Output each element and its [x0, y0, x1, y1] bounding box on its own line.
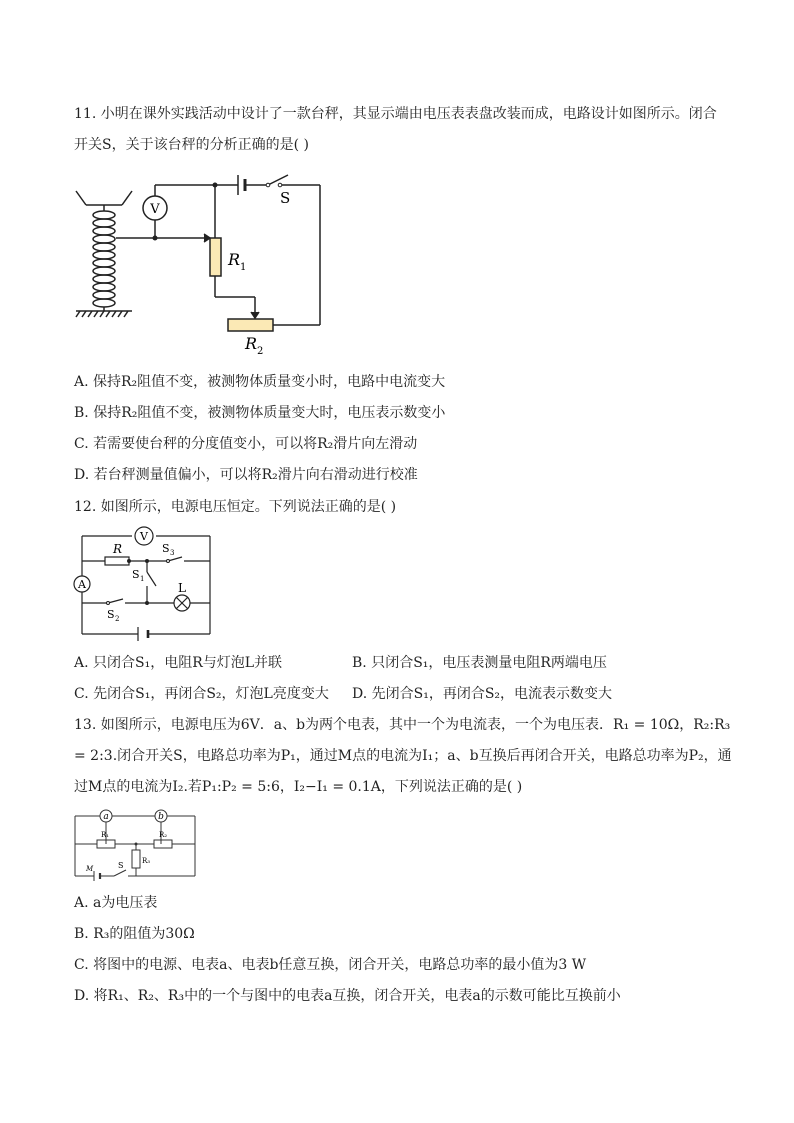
lamp-icon [174, 595, 190, 611]
q12-s1-sub: 1 [140, 575, 145, 583]
q12-circuit-figure [72, 524, 217, 644]
q11-circuit-figure [70, 165, 340, 365]
q12-option-b: B. 只闭合S₁，电压表测量电阻R两端电压 [352, 655, 607, 671]
q13-r3-label: R₃ [142, 857, 151, 865]
q11-r2-sub: 2 [257, 346, 264, 357]
q11-switch-label: S [280, 189, 291, 207]
q11-r1-sub: 1 [240, 262, 247, 273]
voltmeter-icon [135, 527, 153, 545]
q13-s-label: S [118, 861, 124, 870]
q13-r2-label: R₂ [159, 831, 168, 839]
q13-circuit-figure [72, 808, 200, 880]
q11-stem-line2: 开关S，关于该台秤的分析正确的是( ) [74, 137, 309, 153]
q11-stem-line1: 11. 小明在课外实践活动中设计了一款台秤，其显示端由电压表表盘改装而成，电路设计如图所示。闭合 [74, 106, 717, 122]
q13-stem-line1: 13. 如图所示，电源电压为6V．a、b为两个电表，其中一个为电流表，一个为电压表．R₁ = 10Ω，R₂:R₃ [74, 717, 731, 733]
q12-stem: 12. 如图所示，电源电压恒定。下列说法正确的是( ) [74, 499, 397, 515]
q13-meter-b-label: b [158, 812, 164, 822]
meter-b-icon [155, 810, 167, 822]
q12-s1-label: S [132, 568, 140, 581]
q12-s3-label: S [162, 542, 170, 555]
q13-r1-label: R₁ [101, 831, 110, 839]
q12-r-label: R [113, 542, 123, 556]
q11-r1-label: R [228, 250, 241, 269]
q12-s2-label: S [107, 608, 115, 621]
q12-option-c: C. 先闭合S₁，再闭合S₂，灯泡L亮度变大 [74, 686, 329, 702]
q13-option-b: B. R₃的阻值为30Ω [74, 926, 195, 942]
battery-icon [238, 175, 245, 195]
q11-option-a: A. 保持R₂阻值不变，被测物体质量变小时，电路中电流变大 [74, 374, 446, 390]
q12-s2-sub: 2 [115, 615, 120, 623]
q11-option-d: D. 若台秤测量值偏小，可以将R₂滑片向右滑动进行校准 [74, 467, 418, 483]
q13-option-c: C. 将图中的电源、电表a、电表b任意互换，闭合开关，电路总功率的最小值为3 W [74, 957, 587, 973]
q12-l-label: L [178, 581, 186, 595]
battery-icon [94, 871, 100, 881]
q13-stem-line2: = 2:3.闭合开关S，电路总功率为P₁，通过M点的电流为I₁；a、b互换后再闭合开关，电路总功率为P₂，通 [74, 748, 732, 764]
battery-icon [138, 627, 148, 641]
q12-s3-sub: 3 [170, 549, 175, 557]
q11-r2-label: R [245, 334, 258, 353]
q13-stem-line3: 过M点的电流为I₂.若P₁:P₂ = 5:6，I₂−I₁ = 0.1A，下列说法正确的是( ) [74, 779, 523, 795]
meter-a-icon [100, 810, 112, 822]
q12-voltmeter-label: V [140, 530, 148, 543]
q12-option-d: D. 先闭合S₁，再闭合S₂，电流表示数变大 [352, 686, 613, 702]
q13-meter-a-label: a [103, 812, 109, 822]
q11-voltmeter-label: V [150, 202, 160, 217]
q13-m-label: M [86, 865, 94, 873]
q12-ammeter-label: A [78, 578, 86, 591]
q11-option-c: C. 若需要使台秤的分度值变小，可以将R₂滑片向左滑动 [74, 436, 418, 452]
q12-option-a: A. 只闭合S₁，电阻R与灯泡L并联 [74, 655, 283, 671]
voltmeter-icon [143, 196, 167, 220]
ammeter-icon [74, 576, 90, 592]
spring-icon [93, 211, 115, 307]
q13-option-a: A. a为电压表 [74, 895, 158, 911]
q11-option-b: B. 保持R₂阻值不变，被测物体质量变大时，电压表示数变小 [74, 405, 446, 421]
q13-option-d: D. 将R₁、R₂、R₃中的一个与图中的电表a互换，闭合开关，电表a的示数可能比互换前小 [74, 988, 621, 1004]
